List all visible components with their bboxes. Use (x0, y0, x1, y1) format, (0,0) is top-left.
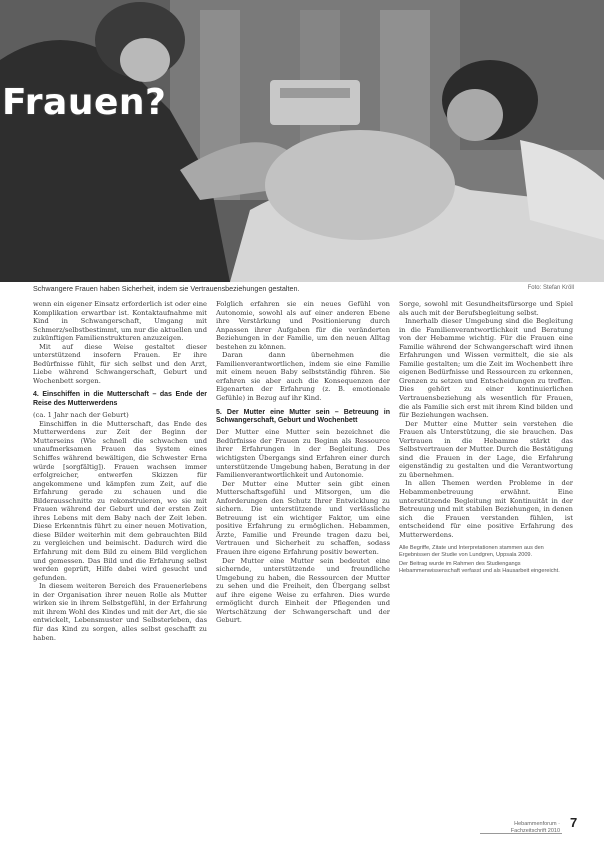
section-heading: 5. Der Mutter eine Mutter sein – Betreuung in Schwangerschaft, Geburt und Wochenbett (216, 408, 390, 424)
paragraph: Folglich erfahren sie ein neues Gefühl von Autonomie, sowohl als auf einer anderen Ebene ihre Verstärkung und Positionierung durch Anpassen ihrer Aufgaben für die veränderten Beziehungen in der Familie, um den neuen Alltag bestehen zu können. (216, 300, 390, 351)
page-number: 7 (570, 815, 578, 830)
paragraph: (ca. 1 Jahr nach der Geburt) (33, 411, 129, 420)
photo-caption: Schwangere Frauen haben Sicherheit, indem sie Vertrauensbeziehungen gestalten. (33, 284, 300, 293)
paragraph: Der Mutter eine Mutter sein gibt einen Mutterschaftsgefühl und Mitsorgen, um die Anforderungen den Schutz Ihrer Entwicklung zu sichern. Die unterstützende und verlässliche Betreuung ist ein wichtiger Faktor, um eine positive Erfahrung zu ermöglichen. Hebammen, Ärzte, Familie und Freunde tragen dazu bei, Vertrauen und Sicherheit zu schaffen, sodass Frauen ihre eigene Erfahrung positiv bewerten. (216, 479, 390, 557)
paragraph: wenn ein eigener Einsatz erforderlich ist oder eine Komplikation erwartbar ist. Kontaktaufnahme mit Kind in Schwangerschaft, Umgang mit Schmerz/selbstbestimmt, um nur die aktuellen und zukünftigen Familienstrukturen anzuzeigen. (33, 300, 207, 343)
paragraph: Innerhalb dieser Umgebung sind die Begleitung in die Familienverantwortlichkeit und Beratung von der Hebamme wichtig. Für die Frauen eine Familie während der Schwangerschaft wird ihnen Erfahrungen und Wissen vermittelt, die sie als Familie gestalten; um die Zeit im Wochenbett ihre eigenen Bedürfnisse und Ressourcen zu erkennen, Grenzen zu setzen und Entscheidungen zu treffen. Dies gehört zu einer kontinuierlichen Vertrauensbeziehung als wesentlich für Frauen, die als Familie sich erst mit ihrem Kind bilden und für Beziehungen wachsen. (399, 317, 573, 420)
paragraph: Daran dann übernehmen die Familienverantwortlichen, indem sie eine Familie mit einem neuen Baby selbstständig führen. Sie erfahren sie aber auch die Konsequenzen der Eigenarten der Erfahrung (z. B. emotionale Gefühle) in Bezug auf ihr Kind. (216, 351, 390, 403)
header-photo (0, 0, 604, 282)
paragraph: In diesem weiteren Bereich des Frauenerlebens in der Organisation ihrer neuen Rolle als Mutter wirken sie in ihrem Selbstgefühl, in der Erfahrung mit ihrem Wohl des Kindes und mit der Art, die sie entwickelt, Lebensmuster und Selbsterleben, das für das Kind zu sorgen, alles selbst geschafft zu haben. (33, 582, 207, 642)
references (399, 545, 573, 575)
reference-note: Der Beitrag wurde im Rahmen des Studiengangs Hebammenwissenschaft verfasst und als Hausarbeit eingereicht. (399, 561, 560, 575)
paragraph: Einschiffen in die Mutterschaft, das Ende des Mutterwerdens zur Zeit der Beginn der Mutterseins (Wie schnell die schwachen und unaufmerksamen Frauen das System eines Schiffes während bewältigen, die Schwester Erna würde [sorgfältig]). Frauen wachsen immer erfolgreicher, entwerfen Skizzen für angekommene und kämpfen zum Zeit, auf die Erfahrung gerade zu schauen und die Bilderausschnitte zu rekonstruieren, wo sie mit Frauen während der Geburt und der ersten Zeit ihres Lebens mit dem Baby nach der Zeit leben. Diese Erkenntnis führt zu einer neuen Motivation, diese Bilder weiterhin mit dem gebrauchten Bild zu vergleichen und beimischt. Dadurch wird die Erfahrung mit dem Bild zu einem Bild verglichen und gemessen. Das Bild und die Erfahrung selbst werden geprüft, Hilfe dabei wird gesucht und gefunden. (33, 419, 207, 582)
paragraph: In allen Themen werden Probleme in der Hebammenbetreuung erwähnt. Eine unterstützende Begleitung mit Kontinuität in der Betreuung und mit stabilen Beziehungen, in denen sich die Frauen verstanden fühlen, ist entscheidend für eine positive Erfahrung des Mutterwerdens. (399, 479, 573, 539)
footer-journal-name: Hebammenforum · Fachzeitschrift 2010 (510, 821, 560, 834)
text-column-1 (33, 300, 207, 642)
reference-note: Alle Begriffe, Zitate und Interpretationen stammen aus den Ergebnissen der Studie von Lundgren, Uppsala 2009. (399, 545, 544, 559)
paragraph: Mit auf diese Weise gestaltet dieser unterstützend insofern Frauen. Er ihre Bedürfnisse fühlt, für sich selbst und den Arzt, Liebe während Schwangerschaft, Geburt und Wochenbett sorgen. (33, 342, 207, 385)
section-heading: 4. Einschiffen in die Mutterschaft – das Ende der Reise des Mutterwerdens (33, 391, 207, 407)
paragraph: Der Mutter eine Mutter sein bezeichnet die Bedürfnisse der Frauen zu Beginn als Ressource ihrer Erfahrungen in der Begleitung. Des wichtigsten Übergangs sind Erfahren einer durch unterstützende Umgebung haben, Beratung in der Familienverantwortlichkeit und Autonomie. (216, 428, 390, 480)
paragraph: Der Mutter eine Mutter sein verstehen die Frauen als Unterstützung, die sie brauchen. Das Vertrauen in die Hebamme stärkt das Selbstvertrauen der Mutter. Durch die Bestätigung sind die Frauen in der Lage, die Erfahrung eigenständig zu gestalten und die Verantwortung zu übernehmen. (399, 419, 573, 479)
text-column-2 (216, 300, 390, 625)
photo-illustration (0, 0, 604, 282)
photo-credit: Foto: Stefan Kröll (527, 285, 574, 291)
article-headline: Frauen? (2, 82, 167, 123)
text-column-3 (399, 300, 573, 577)
paragraph: Sorge, sowohl mit Gesundheitsfürsorge und Spiel als auch mit der Berufsbegleitung selbst. (399, 300, 573, 317)
paragraph: Der Mutter eine Mutter sein bedeutet eine sichernde, unterstützende und freundliche Umgebung zu haben, die Ressourcen der Mutter zu sehen und die Freiheit, den Übergang selbst auf ihre eigene Weise zu erfahren. Dies wurde ermöglicht durch Einheit der Pflegenden und Wertschätzung der Schwangerschaft und der Geburt. (216, 556, 390, 625)
